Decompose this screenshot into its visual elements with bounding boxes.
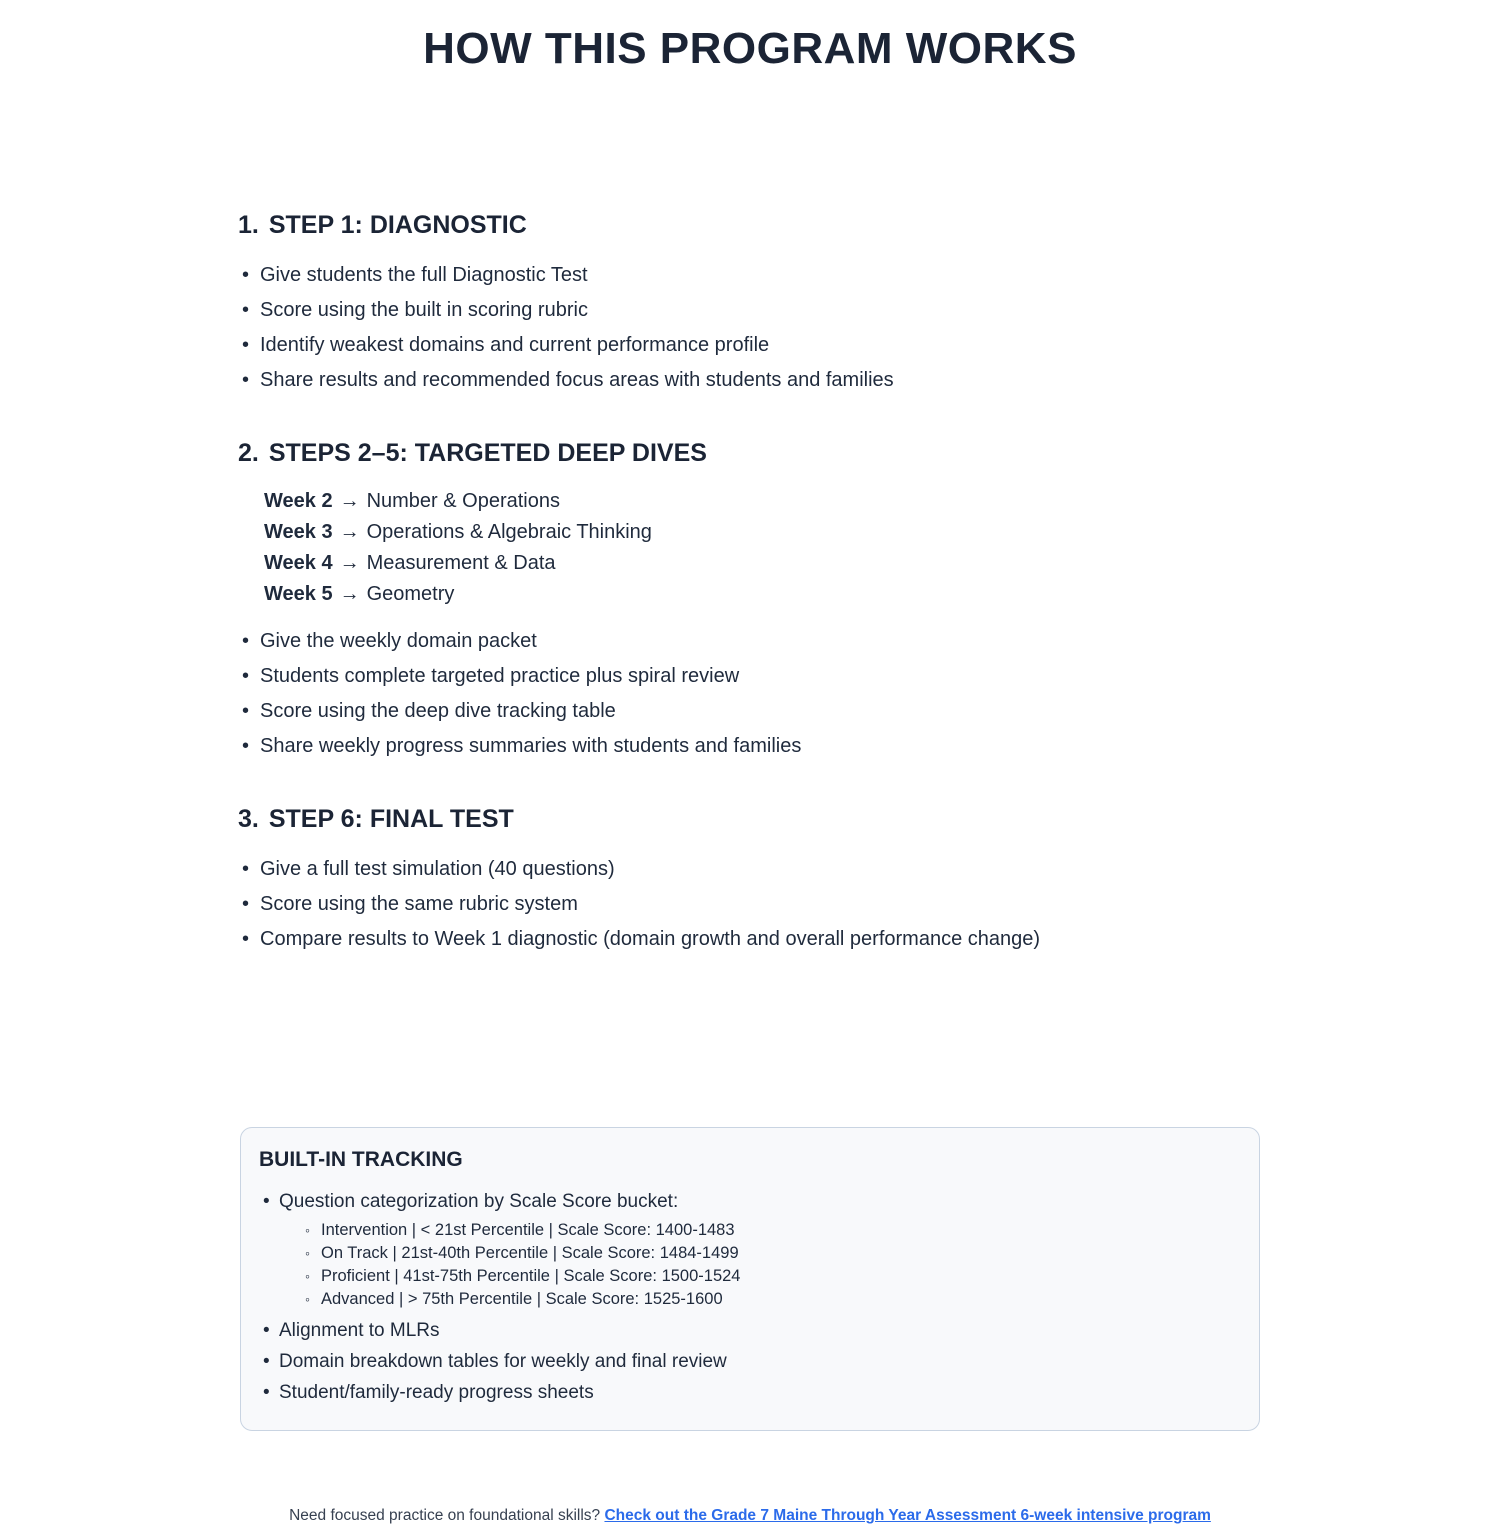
week-label: Week 5 <box>264 583 333 605</box>
week-row <box>264 548 1268 579</box>
footer-prompt-text: Need focused practice on foundational skills? <box>289 1507 601 1524</box>
section-number: 1. <box>238 211 259 239</box>
bullet-item: • Share results and recommended focus areas with students and families <box>238 363 1268 398</box>
main-content <box>238 210 1268 957</box>
arrow-right-icon: → <box>339 552 360 574</box>
scale-score-bucket-item: ◦ Proficient | 41st-75th Percentile | Scale Score: 1500-1524 <box>305 1265 1241 1288</box>
bullet-item: • Domain breakdown tables for weekly and final review <box>259 1346 1241 1377</box>
section-heading <box>238 438 1268 468</box>
week-row <box>264 486 1268 517</box>
week-topic: Geometry <box>366 583 455 605</box>
section-number: 2. <box>238 439 259 467</box>
scale-score-bucket-item: ◦ On Track | 21st-40th Percentile | Scale Score: 1484-1499 <box>305 1242 1241 1265</box>
bullet-item: • Give students the full Diagnostic Test <box>238 258 1268 293</box>
tracking-bullet-list <box>259 1186 1241 1408</box>
arrow-right-icon: → <box>339 521 360 543</box>
week-label: Week 3 <box>264 521 333 543</box>
section-heading-text: STEP 1: DIAGNOSTIC <box>268 211 527 239</box>
bullet-item: • Identify weakest domains and current performance profile <box>238 328 1268 363</box>
week-row <box>264 517 1268 548</box>
section-heading <box>238 210 1268 240</box>
tracking-panel-heading: BUILT-IN TRACKING <box>259 1148 463 1171</box>
bullet-list <box>238 624 1268 764</box>
scale-score-bucket-item: ◦ Intervention | < 21st Percentile | Scale Score: 1400-1483 <box>305 1219 1241 1242</box>
arrow-right-icon: → <box>339 583 360 605</box>
bullet-item: • Students complete targeted practice plus spiral review <box>238 659 1268 694</box>
section-heading-text: STEPS 2–5: TARGETED DEEP DIVES <box>268 439 707 467</box>
week-label: Week 4 <box>264 552 333 574</box>
scale-score-bucket-list <box>305 1219 1241 1311</box>
week-schedule <box>264 486 1268 610</box>
bullet-text: Question categorization by Scale Score bucket: <box>279 1191 679 1212</box>
bullet-list <box>238 852 1268 957</box>
week-topic: Number & Operations <box>366 490 560 512</box>
section-steps-2-5-deep-dives <box>238 438 1268 764</box>
bullet-item: • Compare results to Week 1 diagnostic (domain growth and overall performance change) <box>238 922 1268 957</box>
bullet-item: • Give a full test simulation (40 questions) <box>238 852 1268 887</box>
bullet-item: • Give the weekly domain packet <box>238 624 1268 659</box>
week-topic: Measurement & Data <box>366 552 556 574</box>
bullet-item: • Score using the deep dive tracking table <box>238 694 1268 729</box>
section-heading <box>238 804 1268 834</box>
section-step-1-diagnostic <box>238 210 1268 398</box>
arrow-right-icon: → <box>339 490 360 512</box>
built-in-tracking-panel <box>240 1127 1260 1431</box>
bullet-item <box>259 1186 1241 1311</box>
bullet-list <box>238 258 1268 398</box>
scale-score-bucket-item: ◦ Advanced | > 75th Percentile | Scale Score: 1525-1600 <box>305 1288 1241 1311</box>
bullet-item: • Alignment to MLRs <box>259 1315 1241 1346</box>
section-heading-text: STEP 6: FINAL TEST <box>268 805 514 833</box>
page-title: HOW THIS PROGRAM WORKS <box>423 24 1077 73</box>
bullet-item: • Student/family-ready progress sheets <box>259 1377 1241 1408</box>
week-label: Week 2 <box>264 490 333 512</box>
week-row <box>264 579 1268 610</box>
bullet-item: • Share weekly progress summaries with students and families <box>238 729 1268 764</box>
bullet-item: • Score using the built in scoring rubric <box>238 293 1268 328</box>
footer <box>0 1507 1500 1525</box>
intensive-program-link[interactable]: Check out the Grade 7 Maine Through Year Assessment 6-week intensive program <box>604 1507 1211 1524</box>
section-number: 3. <box>238 805 259 833</box>
bullet-item: • Score using the same rubric system <box>238 887 1268 922</box>
week-topic: Operations & Algebraic Thinking <box>366 521 652 543</box>
section-step-6-final-test <box>238 804 1268 957</box>
